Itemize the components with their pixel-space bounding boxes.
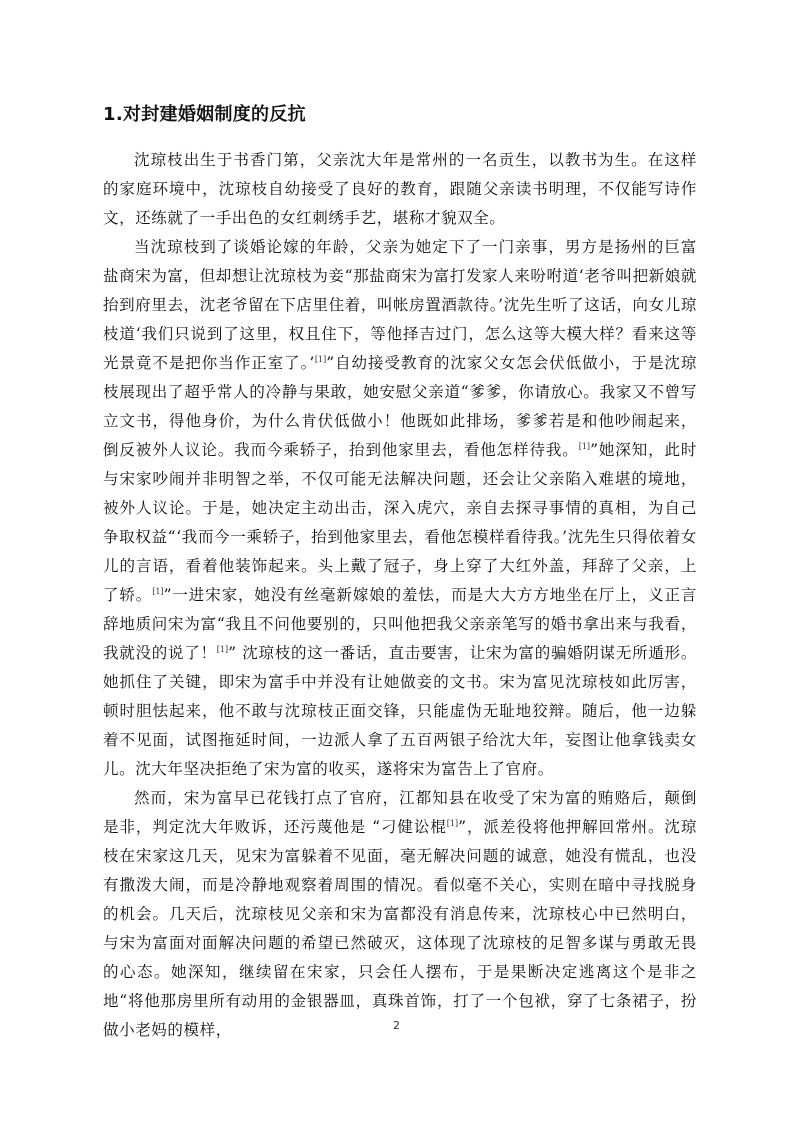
citation-mark: [1] — [578, 441, 591, 451]
paragraph-text: ”一进宋家，她没有丝毫新嫁娘的羞怯，而是大大方方地坐在厅上，义正言辞地质问宋为富“我且不问他要别的，只叫他把我父亲亲笔写的婚书拿出来与我看，我就没的说了！ — [103, 586, 697, 662]
citation-mark: [1] — [314, 354, 327, 364]
paragraph-3 — [103, 784, 697, 1045]
citation-mark: [1] — [216, 644, 229, 654]
paragraph-text: 沈琼枝出生于书香门第，父亲沈大年是常州的一名贡生，以教书为生。在这样的家庭环境中，沈琼枝自幼接受了良好的教育，跟随父亲读书明理，不仅能写诗作文，还练就了一手出色的女红刺绣手艺，堪称才貌双全。 — [103, 151, 697, 227]
section-heading: 1.对封建婚姻制度的反抗 — [103, 104, 306, 125]
paragraph-1 — [103, 146, 697, 233]
paragraph-text: ”，派差役将他押解回常州。沈琼枝在宋家这几天，见宋为富躲着不见面，毫无解决问题的诚意，她没有慌乱，也没有撒泼大闹，而是冷静地观察着周围的情况。看似毫不关心，实则在暗中寻找脱身的机会。几天后，沈琼枝见父亲和宋为富都没有消息传来，沈琼枝心中已然明白，与宋为富面对面解决问题的希望已然破灭，这体现了沈琼枝的足智多谋与勇敢无畏的心态。她深知，继续留在宋家，只会任人摆布，于是果断决定逃离这个是非之地“将他那房里所有动用的金银器皿，真珠首饰，打了一个包袱，穿了七条裙子，扮做小老妈的模样， — [103, 818, 697, 1039]
citation-mark: [1] — [446, 818, 459, 828]
paragraph-2 — [103, 233, 697, 784]
paragraph-text: ”她深知，此时与宋家吵闹并非明智之举，不仅可能无法解决问题，还会让父亲陷入难堪的境地，被外人议论。于是，她决定主动出击，深入虎穴，亲自去探寻事情的真相，为自己争取权益“‘我而今一乘轿子，抬到他家里去，看他怎模样看待我。’沈先生只得依着女儿的言语，看着他装饰起来。头上戴了冠子，身上穿了大红外盖，拜辞了父亲，上了轿。 — [103, 441, 698, 604]
citation-mark: [1] — [152, 586, 164, 596]
page-number: 2 — [393, 1019, 400, 1032]
page-content — [103, 92, 697, 1045]
paragraph-text: ”自幼接受教育的沈家父女怎会伏低做小，于是沈琼枝展现出了超乎常人的冷静与果敢，她安慰父亲道“爹爹，你请放心。我家又不曾写立文书，得他身价，为什么肯伏低做小！他既如此排场，爹爹若是和他吵闹起来，倒反被外人议论。我而今乘轿子，抬到他家里去，看他怎样待我。 — [103, 354, 698, 459]
paragraph-text: 当沈琼枝到了谈婚论嫁的年龄，父亲为她定下了一门亲事，男方是扬州的巨富盐商宋为富，但却想让沈琼枝为妾“那盐商宋为富打发家人来吩咐道‘老爷叫把新娘就抬到府里去，沈老爷留在下店里住着，叫帐房置酒款待。’沈先生听了这话，向女儿琼枝道‘我们只说到了这里，权且住下，等他择吉过门，怎么这等大模大样？看来这等光景竟不是把你当作正室了。’ — [103, 238, 697, 372]
paragraph-text: ” 沈琼枝的这一番话，直击要害，让宋为富的骗婚阴谋无所遁形。她抓住了关键，即宋为富手中并没有让她做妾的文书。宋为富见沈琼枝如此厉害，顿时胆怯起来，他不敢与沈琼枝正面交锋，只能虚伪无耻地狡辩。随后，他一边躲着不见面，试图拖延时间，一边派人拿了五百两银子给沈大年，妄图让他拿钱卖女儿。沈大年坚决拒绝了宋为富的收买，遂将宋为富告上了官府。 — [103, 644, 698, 778]
paragraph-text: 然而，宋为富早已花钱打点了官府，江都知县在收受了宋为富的贿赂后，颠倒是非，判定沈大年败诉，还污蔑他是 “刁健讼棍 — [103, 789, 697, 836]
